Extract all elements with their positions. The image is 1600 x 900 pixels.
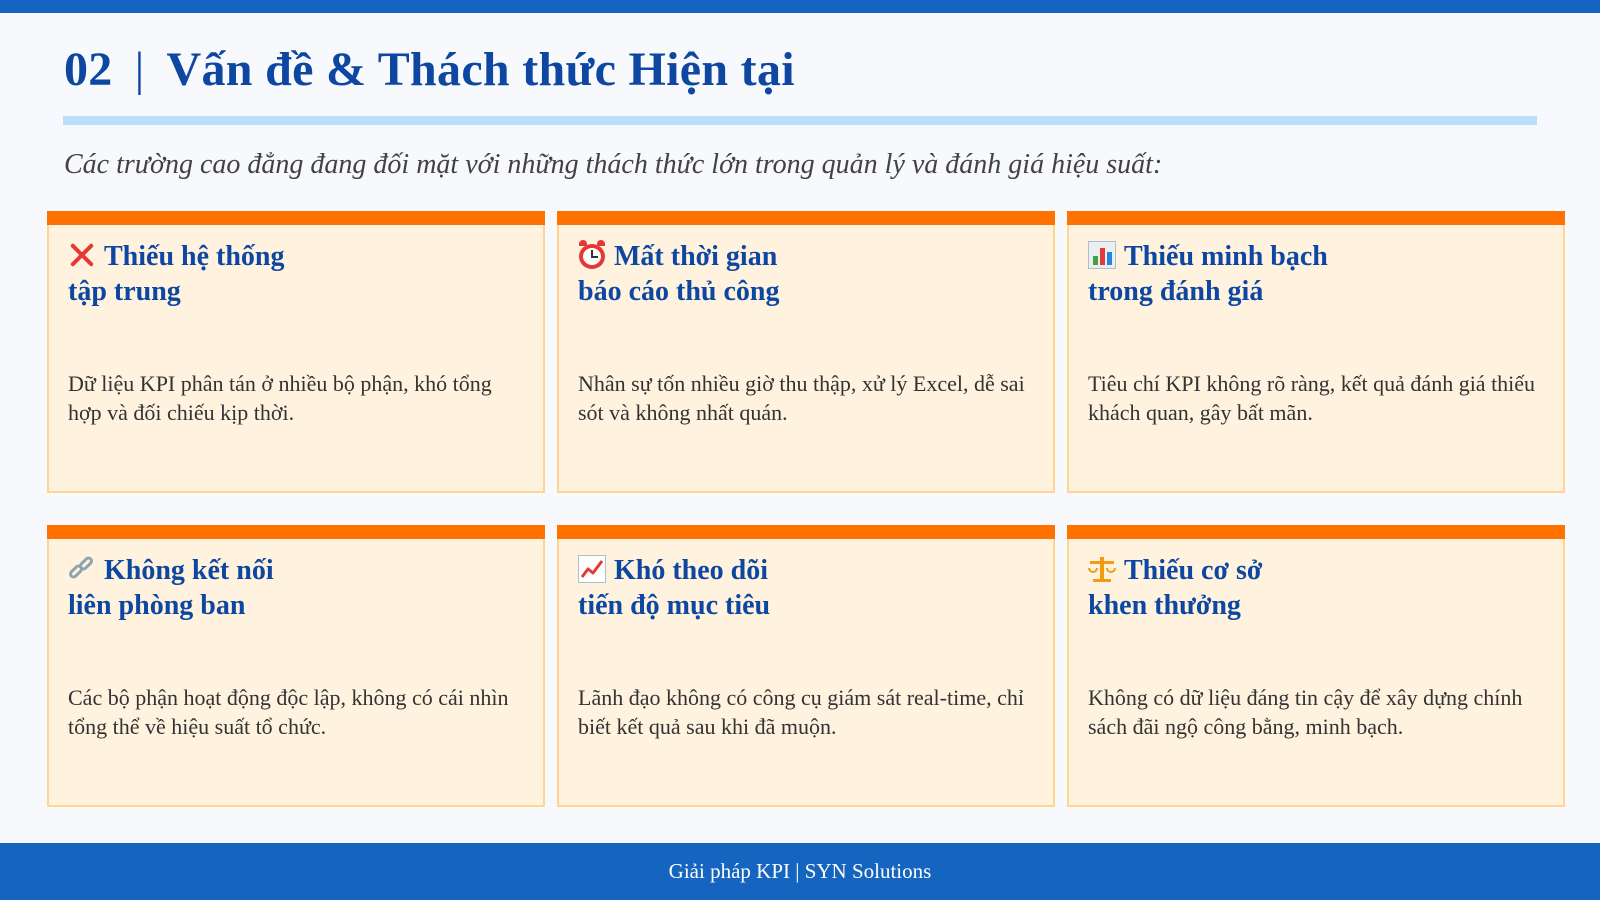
- card-description: Nhân sự tốn nhiều giờ thu thập, xử lý Excel, dễ sai sót và không nhất quán.: [578, 371, 1025, 425]
- challenge-card-manual-reporting: [557, 211, 1055, 493]
- page-subtitle: Các trường cao đẳng đang đối mặt với những thách thức lớn trong quản lý và đánh giá hiệu suất:: [64, 149, 1163, 180]
- balance-scale-icon: [1088, 555, 1116, 583]
- card-title-line2: tiến độ mục tiêu: [578, 590, 771, 621]
- cross-mark-icon: [68, 241, 96, 269]
- bar-chart-icon: [1088, 241, 1116, 269]
- card-title-line1: Thiếu minh bạch: [1124, 241, 1328, 272]
- card-description: Các bộ phận hoạt động độc lập, không có cái nhìn tổng thể về hiệu suất tổ chức.: [68, 685, 509, 739]
- page-title: [64, 42, 795, 97]
- card-description: Dữ liệu KPI phân tán ở nhiều bộ phận, khó tổng hợp và đối chiếu kịp thời.: [68, 371, 492, 425]
- card-title-line2: liên phòng ban: [68, 590, 246, 621]
- footer: [0, 843, 1600, 900]
- card-description: Tiêu chí KPI không rõ ràng, kết quả đánh giá thiếu khách quan, gây bất mãn.: [1088, 371, 1536, 425]
- card-title-line1: Khó theo dõi: [614, 555, 769, 586]
- trend-chart-icon: [578, 555, 606, 583]
- challenge-card-reward-basis: [1067, 525, 1565, 807]
- card-title-line2: khen thưởng: [1088, 590, 1241, 621]
- card-title-line1: Thiếu hệ thống: [104, 241, 285, 272]
- card-title-line1: Không kết nối: [104, 555, 274, 586]
- card-title: [1088, 239, 1558, 309]
- challenge-card-department-connection: [47, 525, 545, 807]
- card-title-line2: báo cáo thủ công: [578, 276, 780, 307]
- footer-text: Giải pháp KPI | SYN Solutions: [668, 859, 932, 883]
- card-title: [1088, 553, 1558, 623]
- top-accent-bar: [0, 0, 1600, 13]
- challenge-card-transparency: [1067, 211, 1565, 493]
- card-title-line2: trong đánh giá: [1088, 276, 1264, 307]
- card-title: [68, 239, 538, 309]
- card-description: Không có dữ liệu đáng tin cậy để xây dựng chính sách đãi ngộ công bằng, minh bạch.: [1088, 685, 1523, 739]
- title-underline: [63, 116, 1537, 125]
- link-icon: [68, 555, 96, 583]
- card-title-line1: Thiếu cơ sở: [1124, 555, 1263, 586]
- card-title-line1: Mất thời gian: [614, 241, 778, 272]
- title-text: Vấn đề & Thách thức Hiện tại: [166, 43, 795, 96]
- card-title: [68, 553, 538, 623]
- challenge-card-goal-tracking: [557, 525, 1055, 807]
- card-title: [578, 553, 1048, 623]
- alarm-clock-icon: [578, 241, 606, 269]
- section-number: 02: [64, 43, 113, 96]
- card-title-line2: tập trung: [68, 276, 181, 307]
- card-title: [578, 239, 1048, 309]
- title-separator: |: [134, 43, 145, 96]
- challenge-card-centralized-system: [47, 211, 545, 493]
- card-description: Lãnh đạo không có công cụ giám sát real-time, chỉ biết kết quả sau khi đã muộn.: [578, 685, 1024, 739]
